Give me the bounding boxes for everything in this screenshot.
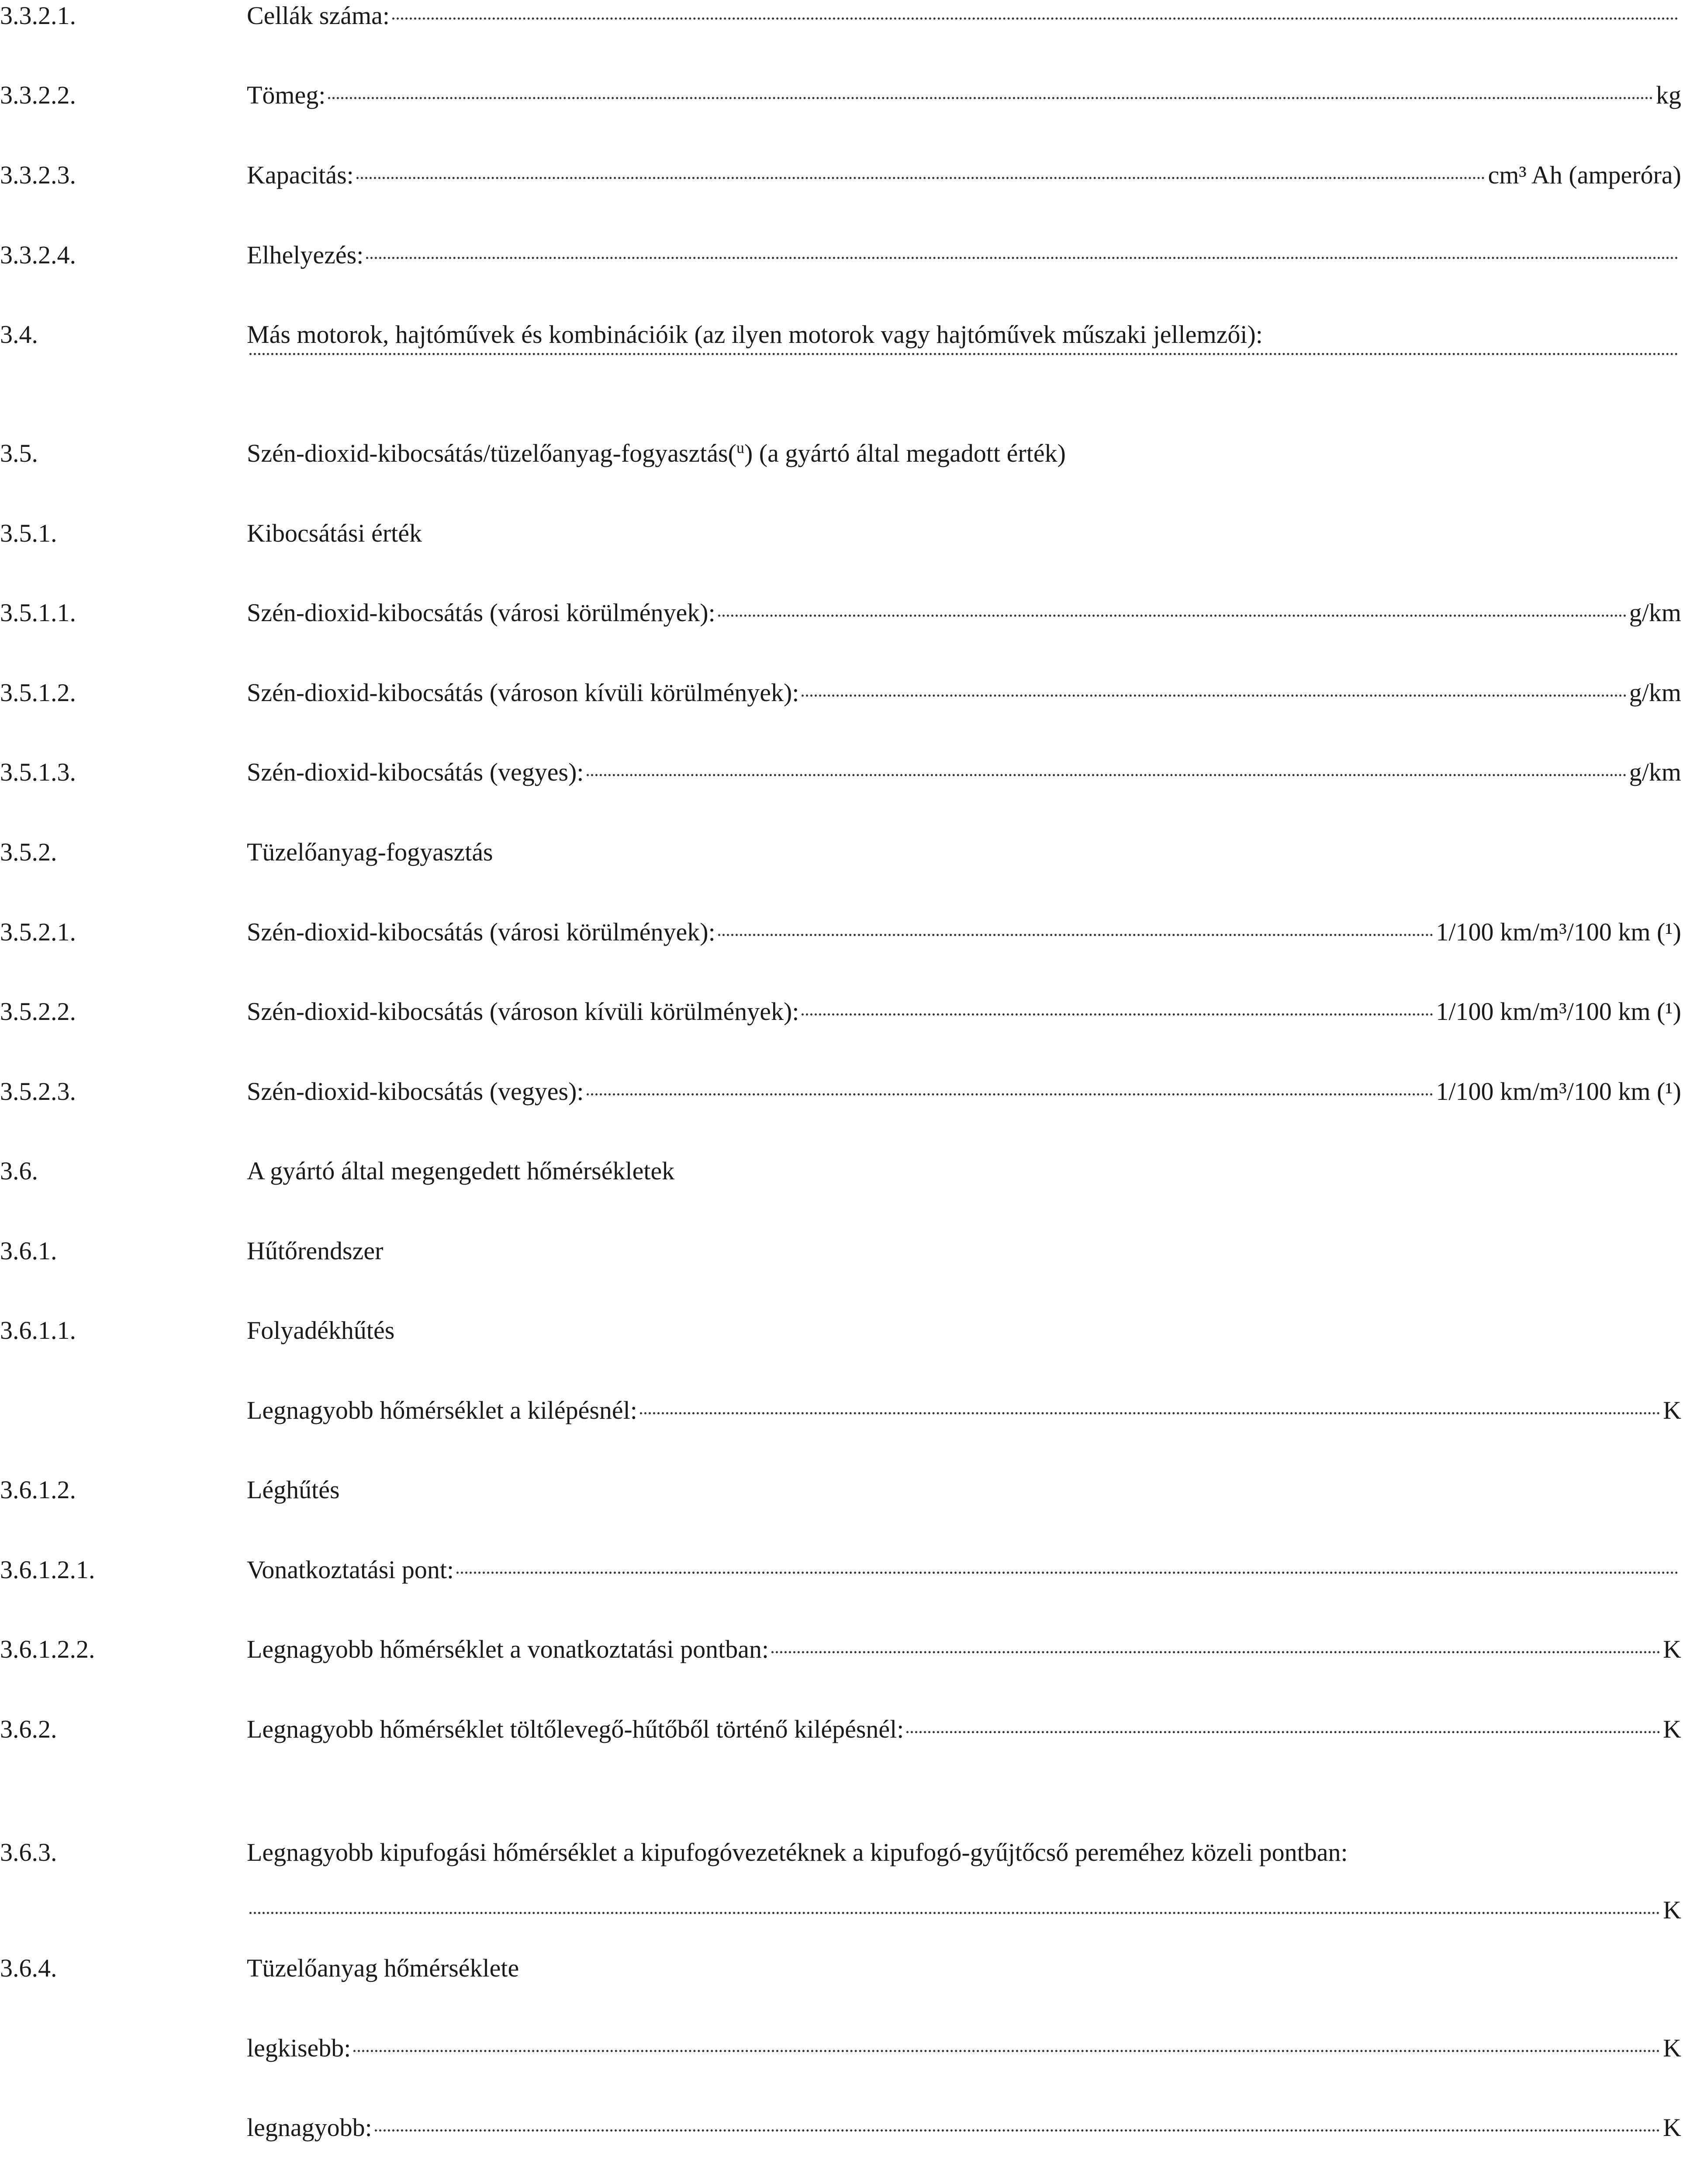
form-row — [0, 996, 1683, 1031]
section-number: 3.3.2.4. — [0, 241, 76, 269]
field-label — [247, 1474, 340, 1506]
form-line — [247, 916, 1681, 948]
form-row — [0, 1952, 1683, 1987]
field-label — [247, 916, 715, 948]
unit-label: kg — [1656, 81, 1681, 109]
form-line — [247, 1315, 1681, 1346]
form-row — [0, 1837, 1683, 1872]
section-number: 3.3.2.1. — [0, 1, 76, 30]
field-label — [247, 1952, 519, 1984]
form-line — [247, 0, 1681, 31]
form-row — [0, 1395, 1683, 1430]
field-label-text: Folyadékhűtés — [247, 1316, 395, 1344]
form-line — [247, 357, 1681, 359]
section-number: 3.5.1.2. — [0, 678, 76, 707]
form-row — [0, 79, 1683, 114]
field-label-suffix: ) (a gyártó által megadott érték) — [744, 439, 1066, 467]
field-label — [247, 1235, 383, 1267]
form-row — [0, 597, 1683, 632]
section-number: 3.5.1. — [0, 519, 57, 547]
field-label-text: Szén-dioxid-kibocsátás (városon kívüli körülmények): — [247, 997, 799, 1026]
fill-in-dotted-line[interactable] — [802, 695, 1626, 697]
field-label-text: Szén-dioxid-kibocsátás (vegyes): — [247, 1077, 584, 1106]
unit-label: K — [1663, 1896, 1681, 1924]
field-label — [247, 239, 363, 271]
section-number: 3.5.1.1. — [0, 598, 76, 627]
section-number: 3.4. — [0, 320, 38, 349]
field-label — [247, 1554, 454, 1586]
field-label-text: Szén-dioxid-kibocsátás (városi körülmények): — [247, 598, 715, 627]
field-label — [247, 677, 799, 708]
form-line — [247, 518, 1681, 549]
fill-in-dotted-line[interactable] — [718, 615, 1627, 617]
field-label-text: Vonatkoztatási pont: — [247, 1555, 454, 1584]
fill-in-dotted-line[interactable] — [356, 177, 1486, 179]
form-line — [247, 438, 1681, 469]
field-label-text: Szén-dioxid-kibocsátás (városon kívüli körülmények): — [247, 678, 799, 707]
fill-in-dotted-line[interactable] — [906, 1731, 1660, 1733]
section-number: 3.6.1.2.1. — [0, 1555, 95, 1584]
section-number: 3.6.1.2. — [0, 1476, 76, 1504]
form-row — [0, 159, 1683, 194]
form-line — [247, 1076, 1681, 1107]
form-line — [247, 159, 1681, 191]
fill-in-dotted-line[interactable] — [771, 1651, 1660, 1653]
unit-label: K — [1663, 2113, 1681, 2142]
field-label-text: A gyártó által megengedett hőmérsékletek — [247, 1157, 675, 1185]
field-label — [247, 1155, 674, 1187]
form-line — [247, 1474, 1681, 1506]
form-line — [247, 239, 1681, 271]
section-number: 3.6. — [0, 1157, 38, 1185]
form-row — [0, 1474, 1683, 1509]
unit-label: K — [1663, 1396, 1681, 1424]
field-label-text: Hűtőrendszer — [247, 1237, 384, 1265]
fill-in-dotted-line[interactable] — [375, 2129, 1660, 2132]
field-label-text: Szén-dioxid-kibocsátás (városi körülmények): — [247, 918, 715, 946]
form-line — [247, 1155, 1681, 1187]
field-label-text: Szén-dioxid-kibocsátás/tüzelőanyag-fogyasztás( — [247, 439, 736, 467]
field-label-text: Legnagyobb hőmérséklet a vonatkoztatási pontban: — [247, 1635, 769, 1663]
form-line — [247, 1235, 1681, 1267]
form-line — [247, 1395, 1681, 1426]
field-label — [247, 2032, 351, 2064]
form-line — [247, 597, 1681, 629]
fill-in-dotted-line[interactable] — [587, 774, 1627, 776]
section-number: 3.6.3. — [0, 1838, 57, 1866]
field-label — [247, 518, 422, 549]
form-row — [0, 1894, 1683, 1929]
form-row — [0, 2112, 1683, 2147]
field-label-text: Kibocsátási érték — [247, 519, 422, 547]
form-row — [0, 1155, 1683, 1190]
form-line — [247, 836, 1681, 868]
field-label-text: Elhelyezés: — [247, 241, 364, 269]
form-row — [0, 438, 1683, 473]
field-label — [247, 319, 1263, 350]
form-line — [247, 677, 1681, 708]
unit-label: 1/100 km/m³/100 km (¹) — [1436, 918, 1681, 946]
field-label-text: Tömeg: — [247, 81, 326, 109]
footnote-marker: u — [736, 439, 744, 456]
field-label — [247, 1837, 1348, 1868]
fill-in-dotted-line[interactable] — [366, 257, 1679, 259]
form-line — [247, 757, 1681, 788]
field-label-text: Legnagyobb hőmérséklet töltőlevegő-hűtőből történő kilépésnél: — [247, 1715, 904, 1743]
section-number: 3.3.2.2. — [0, 81, 76, 109]
field-label-text: Tüzelőanyag hőmérséklete — [247, 1954, 519, 1982]
field-label-text: legnagyobb: — [247, 2113, 372, 2142]
section-number: 3.6.2. — [0, 1715, 57, 1743]
fill-in-dotted-line[interactable] — [802, 1013, 1433, 1016]
field-label-text: Szén-dioxid-kibocsátás (vegyes): — [247, 758, 584, 786]
fill-in-dotted-line[interactable] — [718, 934, 1434, 936]
unit-label: g/km — [1629, 758, 1681, 786]
form-row — [0, 1235, 1683, 1270]
section-number: 3.6.1. — [0, 1237, 57, 1265]
field-label-text: Más motorok, hajtóművek és kombinációik (az ilyen motorok vagy hajtóművek műszaki jellemzői): — [247, 320, 1263, 349]
form-line — [247, 2112, 1681, 2143]
form-line — [247, 1634, 1681, 1665]
field-label — [247, 79, 325, 111]
section-number: 3.5.2. — [0, 838, 57, 866]
field-label-text: Legnagyobb kipufogási hőmérséklet a kipufogóvezetéknek a kipufogó-gyűjtőcső pereméhez közeli pontban: — [247, 1838, 1348, 1866]
field-label — [247, 1315, 394, 1346]
form-row — [0, 319, 1683, 354]
fill-in-dotted-line[interactable] — [353, 2050, 1660, 2052]
form-row — [0, 916, 1683, 951]
field-label-text: Legnagyobb hőmérséklet a kilépésnél: — [247, 1396, 637, 1424]
form-row — [0, 0, 1683, 35]
form-row — [0, 836, 1683, 871]
field-label — [247, 1634, 769, 1665]
unit-label: 1/100 km/m³/100 km (¹) — [1436, 1077, 1681, 1106]
section-number: 3.5. — [0, 439, 38, 467]
field-label — [247, 1714, 904, 1745]
field-label — [247, 757, 584, 788]
field-label-text: Léghűtés — [247, 1476, 340, 1504]
field-label — [247, 0, 390, 31]
form-row — [0, 677, 1683, 712]
fill-in-dotted-line[interactable] — [640, 1412, 1660, 1414]
form-line — [247, 1837, 1681, 1868]
field-label-text: Kapacitás: — [247, 161, 354, 189]
form-line — [247, 1714, 1681, 1745]
form-line — [247, 319, 1681, 350]
fill-in-dotted-line[interactable] — [328, 97, 1653, 99]
fill-in-dotted-line[interactable] — [249, 353, 1679, 355]
section-number: 3.5.2.1. — [0, 918, 76, 946]
form-line — [247, 79, 1681, 111]
unit-label: cm³ Ah (amperóra) — [1488, 161, 1681, 189]
section-number: 3.3.2.3. — [0, 161, 76, 189]
form-line — [247, 1554, 1681, 1586]
form-row — [0, 1315, 1683, 1350]
unit-label: K — [1663, 2034, 1681, 2062]
unit-label: 1/100 km/m³/100 km (¹) — [1436, 997, 1681, 1026]
field-label — [247, 597, 715, 629]
section-number: 3.5.1.3. — [0, 758, 76, 786]
section-number: 3.6.4. — [0, 1954, 57, 1982]
fill-in-dotted-line[interactable] — [392, 17, 1679, 20]
fill-in-dotted-line[interactable] — [587, 1093, 1434, 1095]
field-label — [247, 1076, 584, 1107]
form-row — [0, 1634, 1683, 1669]
fill-in-dotted-line[interactable] — [249, 1912, 1660, 1914]
form-line — [247, 1894, 1681, 1926]
fill-in-dotted-line[interactable] — [456, 1572, 1679, 1574]
form-row — [0, 1554, 1683, 1589]
form-row — [0, 239, 1683, 274]
field-label-text: Cellák száma: — [247, 1, 390, 30]
form-row — [0, 2032, 1683, 2067]
section-number: 3.5.2.2. — [0, 997, 76, 1026]
form-line — [247, 1952, 1681, 1984]
unit-label: K — [1663, 1635, 1681, 1663]
form-row — [0, 1714, 1683, 1749]
form-line — [247, 2032, 1681, 2064]
unit-label: K — [1663, 1715, 1681, 1743]
field-label-text: legkisebb: — [247, 2034, 351, 2062]
section-number: 3.6.1.1. — [0, 1316, 76, 1344]
form-row — [0, 757, 1683, 791]
form-row — [0, 1076, 1683, 1111]
form-row — [0, 357, 1683, 392]
section-number: 3.5.2.3. — [0, 1077, 76, 1106]
section-number: 3.6.1.2.2. — [0, 1635, 95, 1663]
field-label — [247, 836, 493, 868]
field-label — [247, 996, 799, 1027]
unit-label: g/km — [1629, 598, 1681, 627]
field-label — [247, 2112, 372, 2143]
field-label-text: Tüzelőanyag-fogyasztás — [247, 838, 493, 866]
form-line — [247, 996, 1681, 1027]
form-row — [0, 518, 1683, 553]
field-label — [247, 159, 354, 191]
unit-label: g/km — [1629, 678, 1681, 707]
field-label — [247, 438, 1066, 469]
field-label — [247, 1395, 637, 1426]
